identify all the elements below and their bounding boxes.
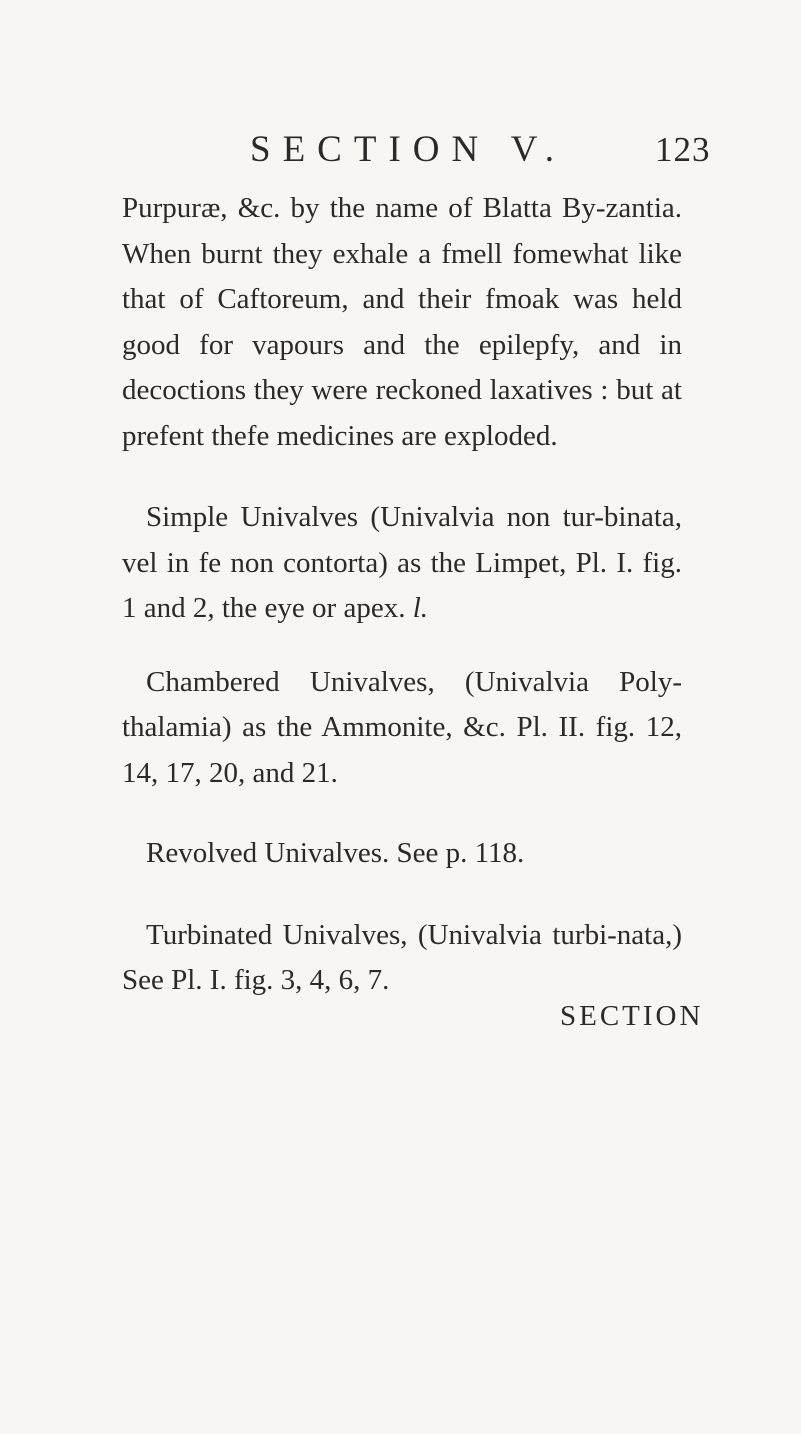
paragraph-revolved-univalves: Revolved Univalves. See p. 118. bbox=[146, 837, 525, 869]
page-number: 123 bbox=[655, 130, 711, 169]
apex-letter: l. bbox=[412, 592, 429, 624]
catchword: SECTION bbox=[560, 1000, 704, 1032]
running-head: SECTION V. bbox=[250, 129, 567, 170]
body-text bbox=[122, 186, 682, 1004]
paragraph-purpurae: Purpuræ, &c. by the name of Blatta By-zantia. When burnt they exhale a fmell fomewhat like that of Caftoreum, and their fmoak was held good for vapours and the epilepfy, and in decoctions they were reckoned laxatives : but at prefent thefe medicines are exploded. bbox=[122, 192, 682, 452]
paragraph-simple-univalves-text: Simple Univalves (Univalvia non tur-binata, vel in fe non contorta) as the Limpet, Pl. I. fig. 1 and 2, the eye or apex. bbox=[122, 501, 682, 624]
page-header bbox=[0, 128, 801, 178]
paragraph-chambered-univalves: Chambered Univalves, (Univalvia Poly-thalamia) as the Ammonite, &c. Pl. II. fig. 12, 14, 17, 20, and 21. bbox=[122, 665, 682, 789]
paragraph-turbinated-univalves: Turbinated Univalves, (Univalvia turbi-nata,) See Pl. I. fig. 3, 4, 6, 7. bbox=[122, 918, 682, 996]
paragraph-simple-univalves bbox=[122, 495, 682, 632]
